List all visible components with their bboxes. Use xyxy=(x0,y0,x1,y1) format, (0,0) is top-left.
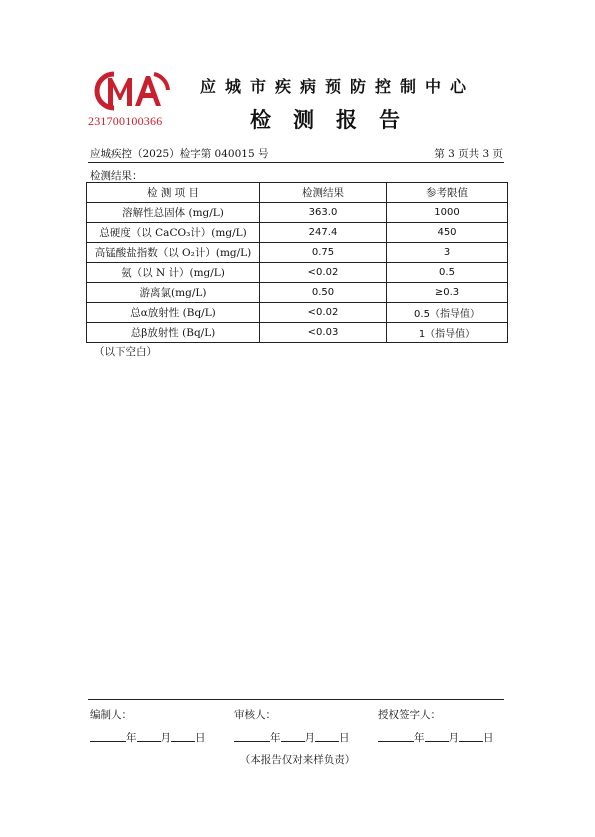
test-item: 高锰酸盐指数（以 O₂计）(mg/L) xyxy=(87,243,260,263)
month-blank xyxy=(425,730,449,742)
reference-limit: 450 xyxy=(387,223,508,243)
test-item: 溶解性总固体 (mg/L) xyxy=(87,203,260,223)
table-row xyxy=(87,303,508,323)
test-result: <0.02 xyxy=(260,263,387,283)
reviewer-label: 审核人： xyxy=(234,709,276,721)
test-item: 总α放射性 (Bq/L) xyxy=(87,303,260,323)
test-item: 氨（以 N 计）(mg/L) xyxy=(87,263,260,283)
authorizer-date xyxy=(378,730,494,745)
year-blank xyxy=(378,730,414,742)
month-blank xyxy=(137,730,161,742)
cma-logo xyxy=(88,70,172,112)
test-result: 247.4 xyxy=(260,223,387,243)
reference-limit: 0.5（指导值） xyxy=(387,303,508,323)
table-row xyxy=(87,243,508,263)
column-header-result: 检测结果 xyxy=(260,183,387,203)
column-header-item: 检 测 项 目 xyxy=(87,183,260,203)
cma-mark-icon xyxy=(88,70,172,112)
day-label: 日 xyxy=(339,732,350,744)
reference-limit: 0.5 xyxy=(387,263,508,283)
report-disclaimer: （本报告仅对来样负责） xyxy=(239,754,356,766)
test-item: 总硬度（以 CaCO₃计）(mg/L) xyxy=(87,223,260,243)
report-number: 应城疾控（2025）检字第 040015 号 xyxy=(90,148,269,160)
header-divider xyxy=(88,162,504,163)
results-table xyxy=(86,182,508,343)
table-row xyxy=(87,323,508,343)
table-row xyxy=(87,263,508,283)
reference-limit: 1000 xyxy=(387,203,508,223)
reviewer-date xyxy=(234,730,350,745)
column-header-limit: 参考限值 xyxy=(387,183,508,203)
reference-limit: 1（指导值） xyxy=(387,323,508,343)
day-blank xyxy=(315,730,339,742)
results-label: 检测结果： xyxy=(90,170,143,182)
test-result: 0.75 xyxy=(260,243,387,263)
blank-below-note: （以下空白） xyxy=(94,346,157,358)
day-label: 日 xyxy=(195,732,206,744)
reference-limit: 3 xyxy=(387,243,508,263)
table-row xyxy=(87,223,508,243)
test-result: <0.03 xyxy=(260,323,387,343)
year-label: 年 xyxy=(270,732,281,744)
cma-certificate-number: 231700100366 xyxy=(88,114,163,128)
day-label: 日 xyxy=(483,732,494,744)
month-label: 月 xyxy=(304,732,315,744)
test-result: 0.50 xyxy=(260,283,387,303)
year-label: 年 xyxy=(414,732,425,744)
table-row xyxy=(87,203,508,223)
year-blank xyxy=(90,730,126,742)
reference-limit: ≥0.3 xyxy=(387,283,508,303)
organization-name: 应城市疾病预防控制中心 xyxy=(200,77,476,96)
year-blank xyxy=(234,730,270,742)
month-label: 月 xyxy=(448,732,459,744)
day-blank xyxy=(171,730,195,742)
page-indicator: 第 3 页共 3 页 xyxy=(434,148,503,160)
test-item: 游离氯(mg/L) xyxy=(87,283,260,303)
test-result: 363.0 xyxy=(260,203,387,223)
table-row xyxy=(87,283,508,303)
compiler-label: 编制人： xyxy=(90,709,132,721)
authorizer-label: 授权签字人： xyxy=(378,709,441,721)
test-item: 总β放射性 (Bq/L) xyxy=(87,323,260,343)
year-label: 年 xyxy=(126,732,137,744)
footer-divider xyxy=(88,699,504,700)
day-blank xyxy=(459,730,483,742)
test-result: <0.02 xyxy=(260,303,387,323)
month-blank xyxy=(281,730,305,742)
compiler-date xyxy=(90,730,206,745)
month-label: 月 xyxy=(160,732,171,744)
report-title: 检测报告 xyxy=(250,107,422,132)
table-header-row xyxy=(87,183,508,203)
